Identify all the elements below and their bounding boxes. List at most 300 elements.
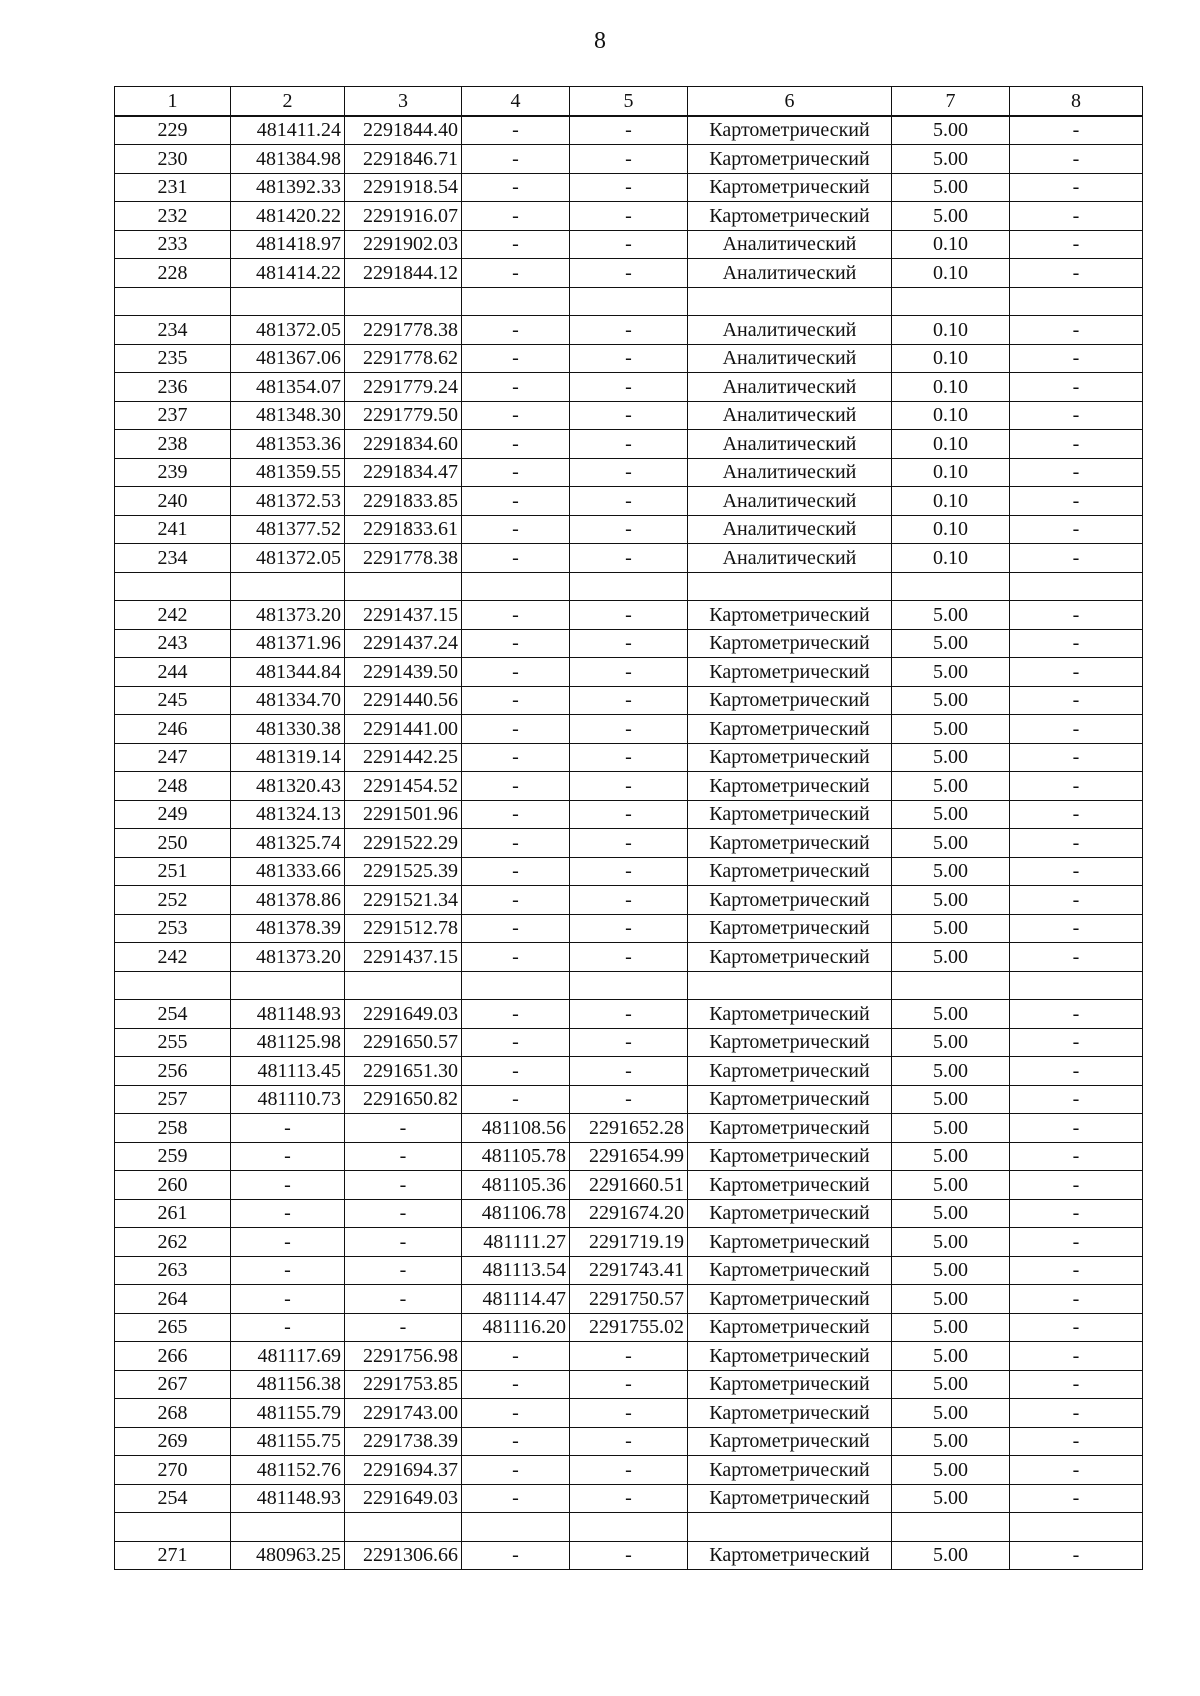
description-cell: - (1010, 487, 1143, 516)
new-x-cell: - (462, 686, 570, 715)
new-x-cell (462, 287, 570, 316)
coord-y-cell (345, 572, 462, 601)
coord-x-cell: 481155.79 (231, 1399, 345, 1428)
new-y-cell: - (570, 1541, 688, 1570)
new-y-cell: 2291674.20 (570, 1199, 688, 1228)
description-cell: - (1010, 943, 1143, 972)
description-cell: - (1010, 1427, 1143, 1456)
point-number-cell: 262 (115, 1228, 231, 1257)
coord-y-cell: 2291501.96 (345, 800, 462, 829)
new-x-cell: - (462, 1427, 570, 1456)
method-cell: Аналитический (688, 487, 892, 516)
coord-x-cell: 481372.05 (231, 544, 345, 573)
coord-x-cell: 481117.69 (231, 1342, 345, 1371)
new-x-cell: - (462, 230, 570, 259)
method-cell: Картометрический (688, 800, 892, 829)
accuracy-cell: 0.10 (892, 344, 1010, 373)
coord-x-cell: 481156.38 (231, 1370, 345, 1399)
description-cell: - (1010, 202, 1143, 231)
point-number-cell: 266 (115, 1342, 231, 1371)
coord-x-cell: 481359.55 (231, 458, 345, 487)
accuracy-cell: 5.00 (892, 145, 1010, 174)
method-cell (688, 971, 892, 1000)
table-row (115, 772, 1143, 801)
new-x-cell: - (462, 173, 570, 202)
coord-y-cell: 2291778.38 (345, 316, 462, 345)
description-cell: - (1010, 401, 1143, 430)
new-x-cell: - (462, 800, 570, 829)
coord-x-cell: - (231, 1199, 345, 1228)
description-cell: - (1010, 715, 1143, 744)
new-x-cell: 481113.54 (462, 1256, 570, 1285)
coord-x-cell: 481354.07 (231, 373, 345, 402)
new-x-cell (462, 572, 570, 601)
new-y-cell: 2291660.51 (570, 1171, 688, 1200)
description-cell (1010, 1513, 1143, 1542)
coord-x-cell: 481411.24 (231, 116, 345, 145)
new-y-cell: - (570, 316, 688, 345)
coord-y-cell: 2291902.03 (345, 230, 462, 259)
point-number-cell: 257 (115, 1085, 231, 1114)
new-y-cell: 2291654.99 (570, 1142, 688, 1171)
accuracy-cell: 5.00 (892, 857, 1010, 886)
table-row (115, 430, 1143, 459)
new-x-cell: - (462, 1057, 570, 1086)
coord-y-cell: 2291756.98 (345, 1342, 462, 1371)
new-y-cell: - (570, 1000, 688, 1029)
new-y-cell: 2291755.02 (570, 1313, 688, 1342)
accuracy-cell: 5.00 (892, 914, 1010, 943)
new-x-cell: 481106.78 (462, 1199, 570, 1228)
new-y-cell: - (570, 601, 688, 630)
accuracy-cell (892, 572, 1010, 601)
new-x-cell: - (462, 1000, 570, 1029)
description-cell: - (1010, 1256, 1143, 1285)
coord-x-cell (231, 287, 345, 316)
description-cell: - (1010, 601, 1143, 630)
table-row (115, 544, 1143, 573)
method-cell: Картометрический (688, 1541, 892, 1570)
point-number-cell (115, 971, 231, 1000)
new-y-cell: - (570, 259, 688, 288)
new-y-cell: - (570, 743, 688, 772)
accuracy-cell (892, 287, 1010, 316)
point-number-cell: 248 (115, 772, 231, 801)
coord-x-cell: 481367.06 (231, 344, 345, 373)
method-cell: Картометрический (688, 1256, 892, 1285)
table-row (115, 572, 1143, 601)
method-cell: Картометрический (688, 1427, 892, 1456)
coord-y-cell: - (345, 1228, 462, 1257)
new-x-cell: - (462, 857, 570, 886)
coord-y-cell: 2291834.47 (345, 458, 462, 487)
coord-x-cell: 481320.43 (231, 772, 345, 801)
point-number-cell: 260 (115, 1171, 231, 1200)
accuracy-cell: 5.00 (892, 1285, 1010, 1314)
method-cell: Аналитический (688, 373, 892, 402)
accuracy-cell: 5.00 (892, 1342, 1010, 1371)
method-cell: Картометрический (688, 1028, 892, 1057)
point-number-cell: 247 (115, 743, 231, 772)
coord-x-cell: - (231, 1256, 345, 1285)
coord-y-cell: 2291649.03 (345, 1484, 462, 1513)
coord-y-cell: 2291522.29 (345, 829, 462, 858)
description-cell: - (1010, 829, 1143, 858)
table-row (115, 914, 1143, 943)
description-cell: - (1010, 743, 1143, 772)
point-number-cell: 258 (115, 1114, 231, 1143)
point-number-cell: 259 (115, 1142, 231, 1171)
method-cell: Картометрический (688, 1114, 892, 1143)
new-x-cell: - (462, 1085, 570, 1114)
description-cell: - (1010, 344, 1143, 373)
coord-x-cell (231, 1513, 345, 1542)
point-number-cell: 236 (115, 373, 231, 402)
accuracy-cell: 5.00 (892, 1199, 1010, 1228)
accuracy-cell: 0.10 (892, 316, 1010, 345)
new-y-cell: - (570, 373, 688, 402)
new-x-cell: 481108.56 (462, 1114, 570, 1143)
description-cell: - (1010, 1142, 1143, 1171)
accuracy-cell: 5.00 (892, 1370, 1010, 1399)
coord-y-cell: 2291454.52 (345, 772, 462, 801)
point-number-cell: 245 (115, 686, 231, 715)
method-cell: Картометрический (688, 658, 892, 687)
accuracy-cell: 5.00 (892, 1000, 1010, 1029)
description-cell (1010, 287, 1143, 316)
coord-y-cell: 2291651.30 (345, 1057, 462, 1086)
accuracy-cell: 5.00 (892, 202, 1010, 231)
new-x-cell: 481105.78 (462, 1142, 570, 1171)
point-number-cell (115, 287, 231, 316)
point-number-cell: 269 (115, 1427, 231, 1456)
point-number-cell: 254 (115, 1484, 231, 1513)
coord-y-cell: - (345, 1313, 462, 1342)
coord-x-cell: 480963.25 (231, 1541, 345, 1570)
table-row (115, 943, 1143, 972)
table-row (115, 1342, 1143, 1371)
new-y-cell: - (570, 430, 688, 459)
coord-y-cell: - (345, 1199, 462, 1228)
new-y-cell: - (570, 1028, 688, 1057)
point-number-cell: 234 (115, 544, 231, 573)
table-row (115, 658, 1143, 687)
new-y-cell: - (570, 116, 688, 145)
coord-x-cell: 481372.05 (231, 316, 345, 345)
new-y-cell: 2291750.57 (570, 1285, 688, 1314)
table-row (115, 259, 1143, 288)
coord-x-cell: - (231, 1285, 345, 1314)
point-number-cell (115, 572, 231, 601)
new-y-cell: - (570, 458, 688, 487)
header-cell: 2 (231, 87, 345, 116)
new-x-cell: 481105.36 (462, 1171, 570, 1200)
point-number-cell: 231 (115, 173, 231, 202)
coord-x-cell: 481418.97 (231, 230, 345, 259)
point-number-cell: 249 (115, 800, 231, 829)
accuracy-cell: 0.10 (892, 458, 1010, 487)
method-cell: Картометрический (688, 1057, 892, 1086)
table-row (115, 458, 1143, 487)
table-row (115, 116, 1143, 145)
new-y-cell: - (570, 344, 688, 373)
table-row (115, 515, 1143, 544)
new-x-cell: 481114.47 (462, 1285, 570, 1314)
accuracy-cell: 5.00 (892, 658, 1010, 687)
coord-x-cell: - (231, 1228, 345, 1257)
accuracy-cell: 5.00 (892, 800, 1010, 829)
method-cell: Картометрический (688, 1199, 892, 1228)
coord-y-cell: 2291743.00 (345, 1399, 462, 1428)
coord-y-cell (345, 1513, 462, 1542)
new-x-cell: - (462, 259, 570, 288)
coord-y-cell: 2291437.15 (345, 601, 462, 630)
new-y-cell (570, 572, 688, 601)
new-x-cell: - (462, 715, 570, 744)
new-y-cell (570, 287, 688, 316)
new-y-cell: - (570, 943, 688, 972)
new-x-cell: - (462, 373, 570, 402)
coord-y-cell: - (345, 1256, 462, 1285)
new-x-cell: - (462, 1456, 570, 1485)
point-number-cell: 253 (115, 914, 231, 943)
new-y-cell: - (570, 515, 688, 544)
coord-x-cell: 481155.75 (231, 1427, 345, 1456)
new-y-cell: - (570, 1342, 688, 1371)
accuracy-cell: 5.00 (892, 173, 1010, 202)
method-cell: Аналитический (688, 430, 892, 459)
method-cell: Картометрический (688, 202, 892, 231)
description-cell: - (1010, 1370, 1143, 1399)
coord-x-cell: 481324.13 (231, 800, 345, 829)
accuracy-cell: 5.00 (892, 886, 1010, 915)
new-y-cell: - (570, 145, 688, 174)
point-number-cell: 238 (115, 430, 231, 459)
new-x-cell: - (462, 943, 570, 972)
method-cell: Картометрический (688, 1484, 892, 1513)
point-number-cell: 242 (115, 601, 231, 630)
table-body (115, 116, 1143, 1570)
new-y-cell (570, 1513, 688, 1542)
accuracy-cell: 0.10 (892, 430, 1010, 459)
table-row (115, 601, 1143, 630)
new-x-cell: - (462, 515, 570, 544)
method-cell: Картометрический (688, 1456, 892, 1485)
new-y-cell: - (570, 1085, 688, 1114)
new-x-cell: - (462, 772, 570, 801)
table-row (115, 344, 1143, 373)
new-x-cell: - (462, 1028, 570, 1057)
new-x-cell: - (462, 1342, 570, 1371)
table-row (115, 971, 1143, 1000)
method-cell: Аналитический (688, 344, 892, 373)
accuracy-cell: 5.00 (892, 1114, 1010, 1143)
method-cell: Картометрический (688, 1142, 892, 1171)
new-x-cell: - (462, 743, 570, 772)
point-number-cell: 229 (115, 116, 231, 145)
point-number-cell: 256 (115, 1057, 231, 1086)
new-x-cell: - (462, 1399, 570, 1428)
method-cell: Картометрический (688, 1399, 892, 1428)
accuracy-cell: 5.00 (892, 686, 1010, 715)
method-cell: Картометрический (688, 116, 892, 145)
table-row (115, 287, 1143, 316)
description-cell: - (1010, 116, 1143, 145)
accuracy-cell: 0.10 (892, 230, 1010, 259)
point-number-cell: 234 (115, 316, 231, 345)
point-number-cell: 263 (115, 1256, 231, 1285)
method-cell: Картометрический (688, 914, 892, 943)
coord-y-cell: 2291521.34 (345, 886, 462, 915)
coord-x-cell: 481148.93 (231, 1000, 345, 1029)
table-row (115, 1484, 1143, 1513)
coord-x-cell: 481373.20 (231, 943, 345, 972)
coord-x-cell: 481414.22 (231, 259, 345, 288)
new-x-cell: - (462, 145, 570, 174)
accuracy-cell: 5.00 (892, 629, 1010, 658)
table-row (115, 743, 1143, 772)
new-y-cell: - (570, 202, 688, 231)
point-number-cell: 241 (115, 515, 231, 544)
accuracy-cell: 0.10 (892, 515, 1010, 544)
accuracy-cell: 5.00 (892, 1028, 1010, 1057)
coord-x-cell: 481319.14 (231, 743, 345, 772)
accuracy-cell: 5.00 (892, 1171, 1010, 1200)
header-cell: 1 (115, 87, 231, 116)
table-row (115, 1427, 1143, 1456)
coord-x-cell: 481353.36 (231, 430, 345, 459)
table-row (115, 686, 1143, 715)
point-number-cell: 267 (115, 1370, 231, 1399)
point-number-cell: 232 (115, 202, 231, 231)
point-number-cell: 254 (115, 1000, 231, 1029)
table-header (115, 87, 1143, 116)
description-cell: - (1010, 1484, 1143, 1513)
coord-y-cell: 2291649.03 (345, 1000, 462, 1029)
coord-y-cell: - (345, 1142, 462, 1171)
header-cell: 7 (892, 87, 1010, 116)
table-row (115, 1114, 1143, 1143)
coord-y-cell: 2291779.24 (345, 373, 462, 402)
table-row (115, 373, 1143, 402)
new-y-cell: - (570, 772, 688, 801)
point-number-cell: 255 (115, 1028, 231, 1057)
coord-y-cell: 2291306.66 (345, 1541, 462, 1570)
method-cell: Аналитический (688, 259, 892, 288)
description-cell: - (1010, 1199, 1143, 1228)
accuracy-cell: 5.00 (892, 1427, 1010, 1456)
header-row (115, 87, 1143, 116)
coord-y-cell: 2291778.62 (345, 344, 462, 373)
new-y-cell: - (570, 886, 688, 915)
table-row (115, 715, 1143, 744)
table-row (115, 629, 1143, 658)
accuracy-cell: 5.00 (892, 715, 1010, 744)
table-row (115, 401, 1143, 430)
coord-x-cell: 481113.45 (231, 1057, 345, 1086)
coord-y-cell: 2291650.82 (345, 1085, 462, 1114)
accuracy-cell: 0.10 (892, 487, 1010, 516)
table-row (115, 230, 1143, 259)
method-cell: Картометрический (688, 686, 892, 715)
coord-y-cell: 2291694.37 (345, 1456, 462, 1485)
description-cell: - (1010, 914, 1143, 943)
table-row (115, 145, 1143, 174)
point-number-cell: 243 (115, 629, 231, 658)
coord-y-cell (345, 971, 462, 1000)
description-cell: - (1010, 1285, 1143, 1314)
method-cell (688, 1513, 892, 1542)
coord-y-cell: 2291844.12 (345, 259, 462, 288)
new-y-cell: - (570, 1456, 688, 1485)
new-y-cell: - (570, 1057, 688, 1086)
coord-y-cell: 2291442.25 (345, 743, 462, 772)
point-number-cell: 242 (115, 943, 231, 972)
coord-y-cell: 2291778.38 (345, 544, 462, 573)
coord-x-cell: 481392.33 (231, 173, 345, 202)
coord-x-cell: - (231, 1313, 345, 1342)
method-cell: Картометрический (688, 1171, 892, 1200)
new-x-cell (462, 971, 570, 1000)
coord-x-cell: 481371.96 (231, 629, 345, 658)
point-number-cell: 235 (115, 344, 231, 373)
table-row (115, 1313, 1143, 1342)
description-cell: - (1010, 629, 1143, 658)
accuracy-cell: 5.00 (892, 116, 1010, 145)
point-number-cell: 264 (115, 1285, 231, 1314)
point-number-cell: 270 (115, 1456, 231, 1485)
point-number-cell: 233 (115, 230, 231, 259)
header-cell: 5 (570, 87, 688, 116)
point-number-cell (115, 1513, 231, 1542)
description-cell: - (1010, 373, 1143, 402)
coord-x-cell: - (231, 1114, 345, 1143)
description-cell: - (1010, 1456, 1143, 1485)
new-y-cell: 2291652.28 (570, 1114, 688, 1143)
table-row (115, 1171, 1143, 1200)
coord-y-cell (345, 287, 462, 316)
new-x-cell: - (462, 401, 570, 430)
new-x-cell: - (462, 829, 570, 858)
new-x-cell: - (462, 116, 570, 145)
description-cell: - (1010, 686, 1143, 715)
new-y-cell: - (570, 1399, 688, 1428)
point-number-cell: 228 (115, 259, 231, 288)
method-cell: Картометрический (688, 829, 892, 858)
point-number-cell: 240 (115, 487, 231, 516)
description-cell: - (1010, 1399, 1143, 1428)
coord-y-cell: 2291512.78 (345, 914, 462, 943)
method-cell: Картометрический (688, 772, 892, 801)
coord-y-cell: 2291918.54 (345, 173, 462, 202)
accuracy-cell (892, 1513, 1010, 1542)
accuracy-cell: 0.10 (892, 259, 1010, 288)
new-x-cell: - (462, 658, 570, 687)
coord-x-cell: 481420.22 (231, 202, 345, 231)
coord-x-cell: 481373.20 (231, 601, 345, 630)
coord-x-cell: 481378.86 (231, 886, 345, 915)
new-y-cell: - (570, 914, 688, 943)
description-cell: - (1010, 430, 1143, 459)
method-cell: Аналитический (688, 544, 892, 573)
method-cell: Аналитический (688, 316, 892, 345)
table-row (115, 316, 1143, 345)
table-row (115, 1370, 1143, 1399)
description-cell: - (1010, 658, 1143, 687)
description-cell: - (1010, 1313, 1143, 1342)
description-cell (1010, 971, 1143, 1000)
method-cell: Картометрический (688, 1228, 892, 1257)
